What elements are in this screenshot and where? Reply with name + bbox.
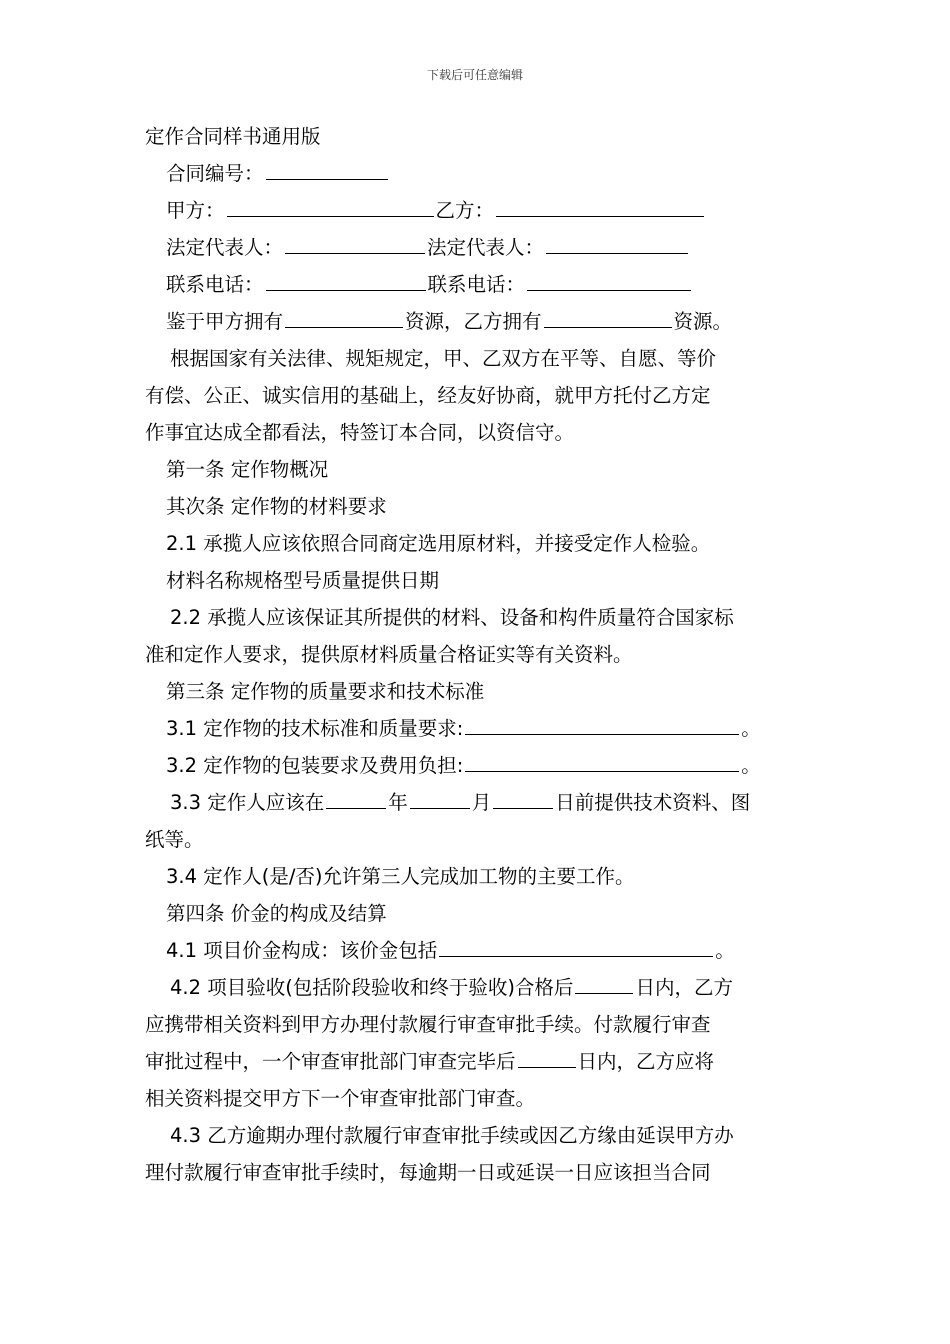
clause-3-2 xyxy=(145,747,810,784)
contract-no-blank xyxy=(266,160,388,180)
page-header: 下载后可任意编辑 xyxy=(426,68,523,82)
clause-3-2-period: 。 xyxy=(741,754,761,777)
whereas-text-2: 资源，乙方拥有 xyxy=(405,310,542,333)
clause-4-1-text: 4.1 项目价金构成：该价金包括 xyxy=(166,939,438,962)
whereas-text-1: 鉴于甲方拥有 xyxy=(166,310,284,333)
clause-3-3-line-1 xyxy=(145,784,810,821)
day-blank xyxy=(493,789,553,809)
clause-4-2-line-3 xyxy=(145,1043,810,1080)
whereas-text-3: 资源。 xyxy=(673,310,733,333)
preamble-line-2: 有偿、公正、诚实信用的基础上，经友好协商，就甲方托付乙方定 xyxy=(145,384,711,407)
legal-rep-a-blank xyxy=(285,234,425,254)
party-a-blank xyxy=(227,197,434,217)
clause-3-3-text-a: 3.3 定作人应该在 xyxy=(170,791,325,814)
clause-3-1-text: 3.1 定作物的技术标准和质量要求: xyxy=(166,717,464,740)
clause-3-1-period: 。 xyxy=(741,717,761,740)
material-table-header: 材料名称规格型号质量提供日期 xyxy=(166,569,440,592)
party-a-label: 甲方： xyxy=(166,199,225,222)
phone-b-blank xyxy=(527,271,691,291)
clause-4-1-period: 。 xyxy=(715,939,735,962)
party-b-label: 乙方： xyxy=(435,199,495,222)
clause-4-3-line-1: 4.3 乙方逾期办理付款履行审查审批手续或因乙方缘由延误甲方办 xyxy=(170,1124,734,1147)
article-2-heading: 其次条 定作物的材料要求 xyxy=(166,495,387,518)
resource-b-blank xyxy=(544,308,672,328)
clause-4-2-line-4: 相关资料提交甲方下一个审查审批部门审查。 xyxy=(145,1087,536,1110)
clause-4-2-text-d: 审批过程中，一个审查审批部门审查完毕后 xyxy=(145,1050,516,1073)
contract-no-label: 合同编号： xyxy=(166,162,264,185)
clause-2-2-line-1: 2.2 承揽人应该保证其所提供的材料、设备和构件质量符合国家标 xyxy=(170,606,734,629)
clause-2-2-line-2: 准和定作人要求，提供原材料质量合格证实等有关资料。 xyxy=(145,643,633,666)
clause-3-3-text-b: 日前提供技术资料、图 xyxy=(555,791,751,814)
packaging-blank xyxy=(465,752,739,772)
whereas-line xyxy=(145,303,810,340)
phone-a-blank xyxy=(266,271,426,291)
year-blank xyxy=(326,789,386,809)
clause-3-2-text: 3.2 定作物的包装要求及费用负担: xyxy=(166,754,464,777)
legal-rep-line xyxy=(145,229,810,266)
contract-body xyxy=(145,118,810,1191)
parties-line xyxy=(145,192,810,229)
clause-3-1 xyxy=(145,710,810,747)
clause-4-1 xyxy=(145,932,810,969)
price-includes-blank xyxy=(439,937,713,957)
article-1-heading: 第一条 定作物概况 xyxy=(166,458,329,481)
party-b-blank xyxy=(496,197,704,217)
phone-line xyxy=(145,266,810,303)
clause-2-1: 2.1 承揽人应该依照合同商定选用原材料，并接受定作人检验。 xyxy=(166,532,711,555)
article-4-heading: 第四条 价金的构成及结算 xyxy=(166,902,387,925)
month-blank xyxy=(410,789,470,809)
legal-rep-b-blank xyxy=(546,234,688,254)
preamble-line-1: 根据国家有关法律、规矩规定，甲、乙双方在平等、自愿、等价 xyxy=(170,347,717,370)
clause-3-3-line-2: 纸等。 xyxy=(145,828,204,851)
clause-4-2-line-1 xyxy=(145,969,810,1006)
days-after-review-blank xyxy=(518,1048,576,1068)
phone-b-label: 联系电话： xyxy=(427,273,526,296)
year-label: 年 xyxy=(388,791,408,814)
tech-standard-blank xyxy=(465,715,739,735)
clause-4-2-text-a: 4.2 项目验收(包括阶段验收和终于验收)合格后 xyxy=(170,976,574,999)
clause-4-2-text-b: 日内，乙方 xyxy=(635,976,733,999)
phone-a-label: 联系电话： xyxy=(166,273,264,296)
article-3-heading: 第三条 定作物的质量要求和技术标准 xyxy=(166,680,485,703)
resource-a-blank xyxy=(285,308,403,328)
legal-rep-a-label: 法定代表人： xyxy=(166,236,284,259)
clause-4-2-line-2: 应携带相关资料到甲方办理付款履行审查审批手续。付款履行审查 xyxy=(145,1013,711,1036)
contract-number-line xyxy=(145,155,810,192)
clause-3-4: 3.4 定作人(是/否)允许第三人完成加工物的主要工作。 xyxy=(166,865,635,888)
legal-rep-b-label: 法定代表人： xyxy=(427,236,545,259)
doc-title: 定作合同样书通用版 xyxy=(145,125,321,148)
clause-4-3-line-2: 理付款履行审查审批手续时，每逾期一日或延误一日应该担当合同 xyxy=(145,1161,711,1184)
month-label: 月 xyxy=(471,791,492,814)
preamble-line-3: 作事宜达成全都看法，特签订本合同，以资信守。 xyxy=(145,421,575,444)
days-after-acceptance-blank xyxy=(575,974,633,994)
clause-4-2-text-e: 日内，乙方应将 xyxy=(577,1050,715,1073)
